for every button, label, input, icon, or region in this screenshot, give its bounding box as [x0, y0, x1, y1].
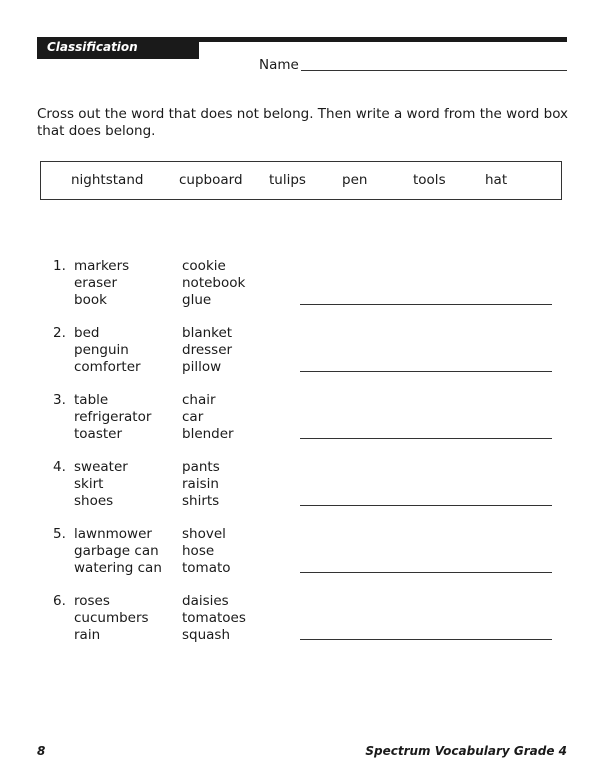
word: shoes: [74, 493, 114, 509]
word-box: [40, 161, 562, 200]
word: rain: [74, 627, 101, 643]
answer-line[interactable]: [300, 438, 552, 439]
word: shovel: [182, 526, 226, 542]
answer-line[interactable]: [300, 371, 552, 372]
word-box-word: nightstand: [71, 172, 144, 188]
word: bed: [74, 325, 100, 341]
word: glue: [182, 292, 212, 308]
word-column-left: [74, 392, 151, 443]
word-box-word: cupboard: [179, 172, 243, 188]
word-column-left: [74, 325, 141, 376]
word: raisin: [182, 476, 219, 492]
word: cucumbers: [74, 610, 149, 626]
name-label: Name: [259, 57, 299, 73]
word: tomatoes: [182, 610, 246, 626]
word: blanket: [182, 325, 233, 341]
word: book: [74, 292, 107, 308]
word-box-word: tools: [413, 172, 446, 188]
word: table: [74, 392, 109, 408]
exercise-item-5: [0, 526, 603, 578]
exercise-item-4: [0, 459, 603, 511]
answer-line[interactable]: [300, 639, 552, 640]
word-column-left: [74, 459, 128, 510]
exercise-item-2: [0, 325, 603, 377]
word-column-right: [182, 325, 232, 376]
word-column-right: [182, 258, 245, 309]
item-number: 2.: [53, 325, 66, 341]
word: refrigerator: [74, 409, 152, 425]
word: lawnmower: [74, 526, 152, 542]
word: markers: [74, 258, 130, 274]
word: eraser: [74, 275, 118, 291]
book-title: Spectrum Vocabulary Grade 4: [365, 744, 567, 758]
word: hose: [182, 543, 215, 559]
word: blender: [182, 426, 234, 442]
word: shirts: [182, 493, 220, 509]
word: squash: [182, 627, 231, 643]
word: notebook: [182, 275, 246, 291]
instructions: Cross out the word that does not belong. Then write a word from the word box that does belong.: [37, 106, 569, 139]
word: pants: [182, 459, 220, 475]
word-box-word: hat: [485, 172, 508, 188]
item-number: 1.: [53, 258, 66, 274]
word-column-left: [74, 526, 162, 577]
word: car: [182, 409, 204, 425]
item-number: 3.: [53, 392, 66, 408]
page-number: 8: [37, 744, 46, 758]
word-box-word: pen: [342, 172, 368, 188]
answer-line[interactable]: [300, 505, 552, 506]
answer-line[interactable]: [300, 572, 552, 573]
exercise-item-3: [0, 392, 603, 444]
word: comforter: [74, 359, 141, 375]
section-tag: Classification: [37, 37, 199, 59]
exercise-item-6: [0, 593, 603, 645]
name-line: [301, 70, 567, 71]
exercise-item-1: [0, 258, 603, 310]
word: chair: [182, 392, 216, 408]
word-column-left: [74, 593, 149, 644]
word: watering can: [74, 560, 162, 576]
word: daisies: [182, 593, 229, 609]
item-number: 4.: [53, 459, 66, 475]
word: garbage can: [74, 543, 159, 559]
word: penguin: [74, 342, 129, 358]
item-number: 6.: [53, 593, 66, 609]
word: dresser: [182, 342, 233, 358]
word-column-right: [182, 459, 220, 510]
word: sweater: [74, 459, 128, 475]
word-column-left: [74, 258, 129, 309]
word-column-right: [182, 593, 246, 644]
answer-line[interactable]: [300, 304, 552, 305]
word-box-word: tulips: [269, 172, 306, 188]
word: toaster: [74, 426, 123, 442]
word: pillow: [182, 359, 222, 375]
word: skirt: [74, 476, 104, 492]
item-number: 5.: [53, 526, 66, 542]
word-column-right: [182, 526, 231, 577]
word: roses: [74, 593, 110, 609]
word: cookie: [182, 258, 226, 274]
word-column-right: [182, 392, 234, 443]
word: tomato: [182, 560, 231, 576]
